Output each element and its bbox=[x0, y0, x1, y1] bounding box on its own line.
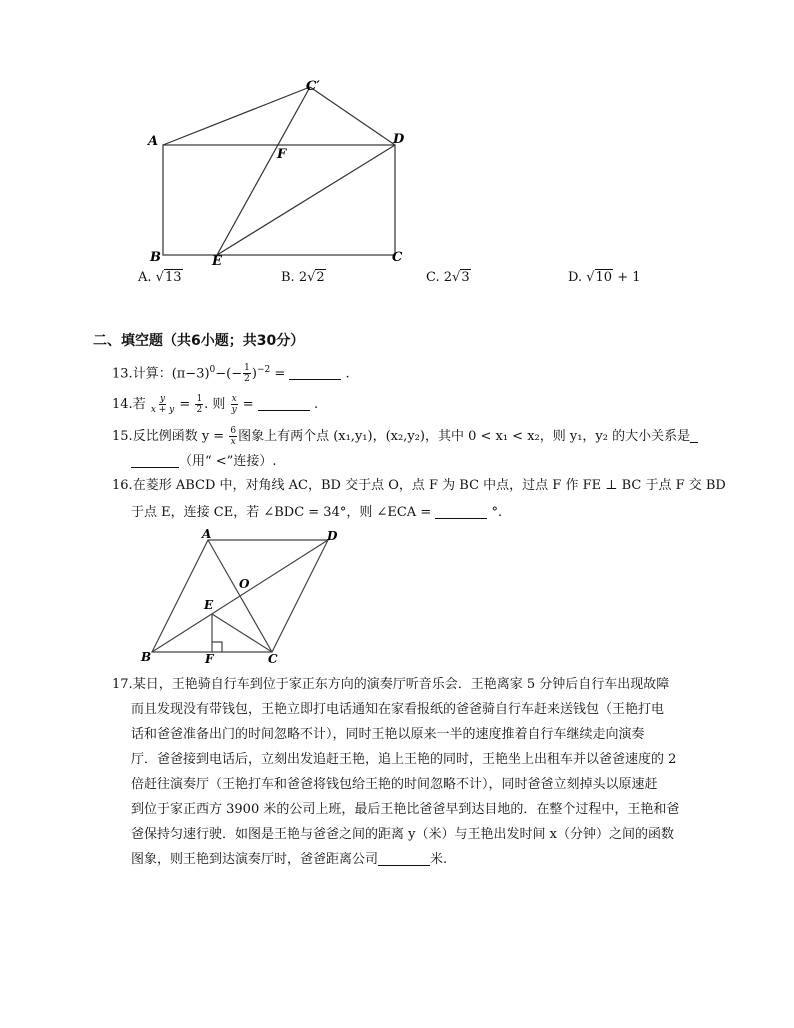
option-c[interactable]: C. 2√3 bbox=[426, 270, 470, 285]
question-16: 16.在菱形 ABCD 中，对角线 AC，BD 交于点 O，点 F 为 BC 中点，过点 F 作 FE ⊥ BC 于点 F 交 BD bbox=[112, 478, 726, 493]
label-b2: B bbox=[141, 650, 152, 664]
answer-blank-17[interactable] bbox=[378, 851, 430, 866]
geometry-figure-rhombus bbox=[138, 528, 348, 668]
question-16-line2: 于点 E，连接 CE，若 ∠BDC = 34°，则 ∠ECA = °. bbox=[131, 505, 503, 520]
segment-ec bbox=[212, 614, 272, 652]
option-a[interactable]: A. √13 bbox=[138, 270, 182, 285]
answer-options bbox=[0, 270, 794, 290]
label-b: B bbox=[150, 250, 161, 265]
label-o2: O bbox=[239, 577, 250, 591]
option-d[interactable]: D. √10 + 1 bbox=[568, 270, 641, 285]
answer-blank-15a[interactable] bbox=[690, 428, 698, 443]
segment-cprime-e bbox=[217, 87, 310, 255]
section-title: 二、填空题（共6小题；共30分） bbox=[93, 333, 305, 349]
answer-blank-16[interactable] bbox=[435, 504, 487, 519]
label-c-prime: C′ bbox=[306, 79, 320, 94]
segment-cprime-d bbox=[310, 87, 395, 145]
question-15: 15.反比例函数 y = $\frac{6}{x}$ 图象上有两个点 (x₁,y₁)，(x₂,y₂)，其中 0 < x₁ < x₂，则 y₁，y₂ 的大小关系是 bbox=[112, 424, 698, 449]
question-15-line2: （用“ <”连接）. bbox=[131, 449, 276, 474]
geometry-figure-rectangle bbox=[140, 75, 420, 270]
question-17: 17.某日，王艳骑自行车到位于家正东方向的演奏厅听音乐会．王艳离家 5 分钟后自行车出现故障 而且发现没有带钱包，王艳立即打电话通知在家看报纸的爸爸骑自行车赶来送钱包（王艳打电 话和爸爸准备出门的时间忽略不计），同时王艳以原来一半的速度推着自行车继续走向演奏 厅．爸爸接到电话后，立刻出发追赶王艳，追上王艳的同时，王艳坐上出租车并以爸爸速度的 2 倍赶往演奏厅（王艳打车和爸爸将钱包给王艳的时间忽略不计），同时爸爸立刻掉头以原速赶 到位于家正西方 3900 米的公司上班，最后王艳比爸爸早到达目地的．在整个过程中，王艳和爸 爸保持匀速行驶．如图是王艳与爸爸之间的距离 y（米）与王艳出发时间 x（分钟）之间的函数 图象，则王艳到达演奏厅时，爸爸距离公司 米. bbox=[112, 677, 680, 867]
answer-blank-15b[interactable] bbox=[131, 453, 179, 468]
right-angle-mark bbox=[212, 642, 222, 652]
label-c2: C bbox=[268, 652, 278, 666]
label-e: E bbox=[212, 254, 222, 269]
question-14: 14.若 $\frac{y}{x + y}$ = $\frac{1}{2}$ . 则 $\frac{x}{y}$ = . bbox=[112, 394, 319, 415]
label-e2: E bbox=[204, 598, 214, 612]
answer-blank-13[interactable] bbox=[289, 365, 341, 380]
label-c: C bbox=[392, 250, 403, 265]
segment-a-cprime bbox=[163, 87, 310, 145]
label-d: D bbox=[393, 132, 405, 147]
label-a2: A bbox=[202, 528, 212, 541]
label-d2: D bbox=[327, 529, 338, 543]
diagonal-bd bbox=[152, 540, 328, 652]
label-f: F bbox=[277, 147, 287, 162]
label-f2: F bbox=[205, 652, 214, 666]
answer-blank-14[interactable] bbox=[258, 396, 310, 411]
question-13: 13.计算：$(\pi-3)^0-(-$ $\frac{1}{2}$ )$^{-2}$ = . bbox=[112, 363, 350, 385]
segment-e-d bbox=[217, 145, 395, 255]
label-a: A bbox=[148, 134, 159, 149]
option-b[interactable]: B. 2√2 bbox=[281, 270, 325, 285]
